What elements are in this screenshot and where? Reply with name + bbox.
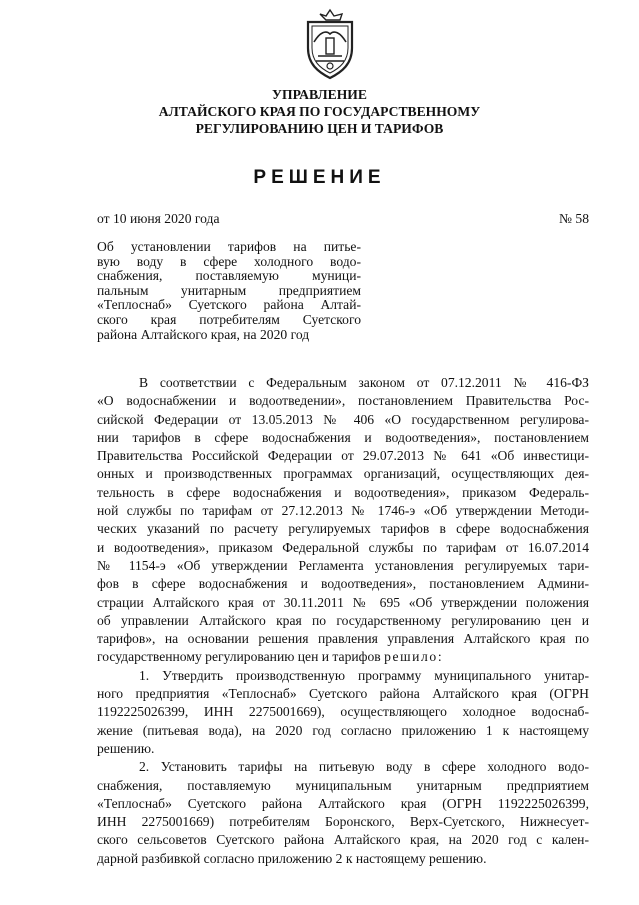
body-line: Правительства Российской Федерации от 29.07.2013 № 641 «Об инвестици-	[97, 448, 589, 464]
body-line: снабжения, поставляемую муниципальным унитарным предприятием	[97, 777, 589, 793]
body-line: ИНН 2275001669) потребителям Боронского, Верх-Суетского, Нижнесует-	[97, 814, 589, 830]
subject-line: района Алтайского края, на 2020 год	[97, 326, 310, 342]
body-line: онных и производственных программах организаций, осуществляющих дея-	[97, 466, 589, 482]
coat-of-arms-emblem	[298, 8, 362, 80]
subject-line: пальным унитарным предприятием	[97, 282, 361, 298]
document-date: от 10 июня 2020 года	[97, 211, 220, 226]
body-line: № 1154-э «Об утверждении Регламента установления регулируемых тари-	[97, 557, 589, 573]
subject-line: «Теплоснаб» Суетского района Алтай-	[97, 297, 361, 313]
subject-line: ского края потребителям Суетского	[97, 311, 361, 327]
subject-line: Об установлении тарифов на питье-	[97, 239, 361, 254]
organization-name	[0, 86, 639, 137]
document-number: № 58	[559, 211, 589, 226]
org-line: АЛТАЙСКОГО КРАЯ ПО ГОСУДАРСТВЕННОМУ	[158, 104, 481, 119]
body-line: тельность в сфере водоснабжения и водоотведения», приказом Федераль-	[97, 484, 589, 500]
body-line: нии тарифов в сфере водоснабжения и водоотведения», постановлением	[97, 429, 589, 445]
body-line: ной службы по тарифам от 27.12.2013 № 1746-э «Об утверждении Методи-	[97, 503, 589, 519]
body-line: сийской Федерации от 13.05.2013 № 406 «О государственном регулирова-	[97, 411, 589, 427]
org-line: УПРАВЛЕНИЕ	[272, 87, 367, 102]
body-line: тарифов», на основании решения правления управления Алтайского края по	[97, 631, 589, 647]
body-line: решению.	[97, 740, 155, 756]
document-type-title: РЕШЕНИЕ	[253, 167, 386, 188]
body-line: В соответствии с Федеральным законом от 07.12.2011 № 416-ФЗ	[139, 375, 589, 390]
body-line: фов в сфере водоснабжения и водоотведения», постановлением Админи-	[97, 576, 589, 592]
subject-line: снабжения, поставляемую муници-	[97, 268, 361, 284]
body-line: «Теплоснаб» Суетского района Алтайского края (ОГРН 1192225026399,	[97, 795, 589, 811]
body-line: об управлении Алтайского края по государственному регулированию цен и	[97, 612, 589, 628]
body-line-text: государственному регулированию цен и тарифов	[97, 649, 385, 665]
paragraph-item-2	[97, 758, 589, 868]
document-subject	[97, 240, 361, 342]
body-line: дарной разбивкой согласно приложению 2 к настоящему решению.	[97, 850, 487, 866]
subject-line: вую воду в сфере холодного водо-	[97, 253, 361, 269]
org-line: РЕГУЛИРОВАНИЮ ЦЕН И ТАРИФОВ	[195, 121, 444, 136]
body-line: страции Алтайского края от 30.11.2011 № 695 «Об утверждении положения	[97, 594, 589, 610]
body-line: жение (питьевая вода), на 2020 год согласно приложению 1 к настоящему	[97, 722, 589, 738]
document-body	[97, 374, 589, 868]
body-line: ческих указаний по расчету регулируемых тарифов в сфере водоснабжения	[97, 521, 589, 537]
paragraph-preamble	[97, 374, 589, 667]
body-line: ского сельсоветов Суетского района Алтайского края, на 2020 год с кален-	[97, 832, 589, 848]
body-line	[97, 648, 589, 666]
body-line: ного предприятия «Теплоснаб» Суетского района Алтайского края (ОГРН	[97, 686, 589, 702]
paragraph-item-1	[97, 667, 589, 758]
resolution-word: решило:	[384, 649, 444, 665]
body-line: 2. Установить тарифы на питьевую воду в сфере холодного водо-	[139, 759, 589, 775]
body-line: 1192225026399, ИНН 2275001669), осуществляющего холодное водоснаб-	[97, 704, 589, 720]
body-line: и водоотведения», приказом Федеральной службы по тарифам от 16.07.2014	[97, 539, 589, 555]
body-line: 1. Утвердить производственную программу муниципального унитар-	[139, 667, 589, 683]
body-line: «О водоснабжении и водоотведении», постановлением Правительства Рос-	[97, 393, 589, 409]
